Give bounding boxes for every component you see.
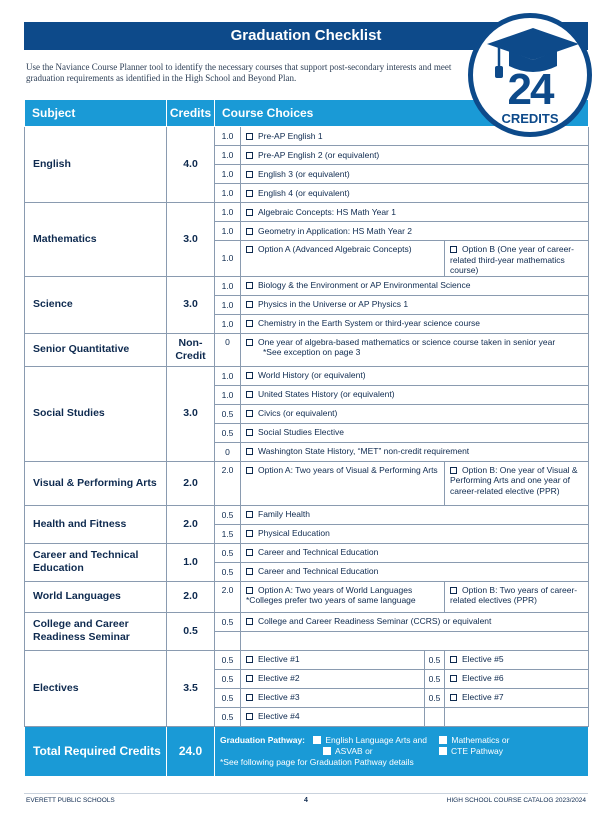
checkbox[interactable] bbox=[246, 171, 253, 178]
checkbox[interactable] bbox=[439, 747, 447, 755]
world-credits: 2.0 bbox=[167, 581, 215, 612]
social-subject: Social Studies bbox=[25, 366, 167, 461]
checkbox[interactable] bbox=[246, 448, 253, 455]
course-item[interactable] bbox=[241, 146, 589, 165]
course-label: Career and Technical Education bbox=[258, 547, 379, 558]
course-credit: 1.0 bbox=[215, 385, 241, 404]
course-label: Pre-AP English 2 (or equivalent) bbox=[258, 149, 380, 160]
social-credits: 3.0 bbox=[167, 366, 215, 461]
course-label: Elective #2 bbox=[258, 673, 300, 684]
credits-header: Credits bbox=[167, 100, 215, 127]
checkbox[interactable] bbox=[246, 391, 253, 398]
course-label: Pre-AP English 1 bbox=[258, 130, 323, 141]
option-b-label: Option B: Two years of career-related electives (PPR) bbox=[450, 584, 578, 605]
course-credit: 0.5 bbox=[215, 505, 241, 524]
science-subject: Science bbox=[25, 276, 167, 333]
checkbox[interactable] bbox=[246, 618, 253, 625]
checkbox[interactable] bbox=[246, 713, 253, 720]
course-item[interactable] bbox=[241, 314, 589, 333]
checkbox[interactable] bbox=[246, 372, 253, 379]
electives-subject: Electives bbox=[25, 650, 167, 726]
course-label: Career and Technical Education bbox=[258, 566, 379, 577]
course-item[interactable] bbox=[241, 650, 425, 669]
option-b-label: Option B: One year of Visual & Performing Arts and one year of career-related elective (PPR) bbox=[450, 464, 578, 496]
pathway-option-label: Mathematics or bbox=[451, 734, 510, 745]
ccrs-credits: 0.5 bbox=[167, 612, 215, 650]
course-item[interactable] bbox=[241, 404, 589, 423]
course-item[interactable] bbox=[241, 165, 589, 184]
option-a-label: Option A (Advanced Algebraic Concepts) bbox=[258, 244, 412, 254]
pathway-option-label: CTE Pathway bbox=[451, 745, 503, 756]
science-credits: 3.0 bbox=[167, 276, 215, 333]
course-item[interactable] bbox=[241, 203, 589, 222]
checkbox[interactable] bbox=[450, 246, 457, 253]
badge-number: 24 bbox=[507, 65, 553, 114]
course-label: English 3 (or equivalent) bbox=[258, 168, 350, 179]
total-label: Total Required Credits bbox=[25, 726, 167, 776]
course-label: Elective #5 bbox=[462, 654, 504, 665]
pathway-option-label: ASVAB or bbox=[335, 745, 373, 756]
total-credits: 24.0 bbox=[167, 726, 215, 776]
course-label: Elective #6 bbox=[462, 673, 504, 684]
checkbox[interactable] bbox=[246, 587, 253, 594]
pathway-option[interactable] bbox=[323, 746, 373, 756]
health-row-1 bbox=[25, 505, 589, 524]
pathway-option-label: English Language Arts and bbox=[325, 734, 427, 745]
badge-label: CREDITS bbox=[501, 111, 559, 126]
course-label: Civics (or equivalent) bbox=[258, 408, 338, 419]
course-label: Elective #1 bbox=[258, 654, 300, 665]
course-item[interactable] bbox=[241, 276, 589, 295]
option-a[interactable] bbox=[241, 461, 445, 505]
course-item[interactable] bbox=[241, 505, 589, 524]
checkbox[interactable] bbox=[246, 656, 253, 663]
electives-credits: 3.5 bbox=[167, 650, 215, 726]
option-a-note: *Colleges prefer two years of same language bbox=[246, 595, 416, 605]
course-credit: 0.5 bbox=[215, 543, 241, 562]
course-item[interactable] bbox=[241, 222, 589, 241]
course-item[interactable] bbox=[241, 333, 589, 366]
course-credit: 0 bbox=[215, 442, 241, 461]
checkbox[interactable] bbox=[450, 694, 457, 701]
course-label: Physical Education bbox=[258, 528, 330, 539]
course-credit: 2.0 bbox=[215, 461, 241, 505]
empty-credit bbox=[215, 631, 241, 650]
world-subject: World Languages bbox=[25, 581, 167, 612]
checkbox[interactable] bbox=[450, 656, 457, 663]
option-a[interactable] bbox=[241, 241, 445, 277]
course-item[interactable] bbox=[445, 688, 589, 707]
credits-badge bbox=[468, 13, 592, 137]
course-credit: 1.0 bbox=[215, 146, 241, 165]
course-label: College and Career Readiness Seminar (CCRS) or equivalent bbox=[258, 616, 492, 627]
checkbox[interactable] bbox=[246, 694, 253, 701]
english-subject: English bbox=[25, 127, 167, 203]
option-a-label: Option A: Two years of World Languages bbox=[258, 584, 413, 595]
senior-row bbox=[25, 333, 589, 366]
course-item[interactable] bbox=[241, 543, 589, 562]
checkbox[interactable] bbox=[246, 282, 253, 289]
course-item[interactable] bbox=[241, 442, 589, 461]
course-label: World History (or equivalent) bbox=[258, 370, 366, 381]
checkbox[interactable] bbox=[439, 736, 447, 744]
ccrs-row-1 bbox=[25, 612, 589, 631]
checkbox[interactable] bbox=[246, 133, 253, 140]
checkbox[interactable] bbox=[246, 152, 253, 159]
checkbox[interactable] bbox=[246, 530, 253, 537]
course-label: Family Health bbox=[258, 509, 310, 520]
checkbox[interactable] bbox=[246, 209, 253, 216]
checkbox[interactable] bbox=[246, 301, 253, 308]
checkbox[interactable] bbox=[246, 429, 253, 436]
checkbox[interactable] bbox=[246, 549, 253, 556]
option-b[interactable] bbox=[445, 461, 589, 505]
intro-text: Use the Naviance Course Planner tool to identify the necessary courses that support post-secondary interests and meet graduation requirements as identified in the High School and Beyond Plan. bbox=[26, 62, 452, 83]
pathway-note: *See following page for Graduation Pathway details bbox=[220, 756, 414, 767]
option-a[interactable] bbox=[241, 581, 445, 612]
page-footer bbox=[24, 793, 588, 805]
health-subject: Health and Fitness bbox=[25, 505, 167, 543]
course-credit: 0.5 bbox=[215, 562, 241, 581]
page-title: Graduation Checklist bbox=[24, 22, 588, 50]
arts-credits: 2.0 bbox=[167, 461, 215, 505]
math-row-1 bbox=[25, 203, 589, 222]
footer-right: HIGH SCHOOL COURSE CATALOG 2023/2024 bbox=[446, 797, 586, 804]
course-label: Washington State History, “MET” non-credit requirement bbox=[258, 446, 470, 457]
course-item[interactable] bbox=[241, 688, 425, 707]
checkbox[interactable] bbox=[450, 467, 457, 474]
checkbox[interactable] bbox=[246, 467, 253, 474]
checkbox[interactable] bbox=[246, 228, 253, 235]
course-credit: 1.0 bbox=[215, 314, 241, 333]
course-credit: 0.5 bbox=[425, 669, 445, 688]
course-credit: 1.0 bbox=[215, 222, 241, 241]
total-row bbox=[25, 726, 589, 776]
course-credit: 0.5 bbox=[425, 688, 445, 707]
empty-choice bbox=[241, 631, 589, 650]
course-item[interactable] bbox=[241, 385, 589, 404]
cte-row-1 bbox=[25, 543, 589, 562]
course-credit: 2.0 bbox=[215, 581, 241, 612]
course-item[interactable] bbox=[445, 650, 589, 669]
ccrs-subject: College and Career Readiness Seminar bbox=[25, 612, 167, 650]
pathway-option[interactable] bbox=[439, 746, 503, 756]
course-label: Elective #3 bbox=[258, 692, 300, 703]
choices-header: Course Choices bbox=[215, 100, 589, 127]
checkbox[interactable] bbox=[246, 320, 253, 327]
course-credit: 1.0 bbox=[215, 366, 241, 385]
graduation-pathway bbox=[215, 726, 589, 776]
course-label: One year of algebra-based mathematics or science course taken in senior year bbox=[258, 336, 556, 347]
pathway-option[interactable] bbox=[313, 735, 427, 745]
arts-subject: Visual & Performing Arts bbox=[25, 461, 167, 505]
course-label: United States History (or equivalent) bbox=[258, 389, 395, 400]
course-item[interactable] bbox=[445, 669, 589, 688]
course-item[interactable] bbox=[241, 366, 589, 385]
course-label: English 4 (or equivalent) bbox=[258, 187, 350, 198]
option-b[interactable] bbox=[445, 241, 589, 277]
english-credits: 4.0 bbox=[167, 127, 215, 203]
course-credit: 1.0 bbox=[215, 241, 241, 277]
course-credit: 1.5 bbox=[215, 524, 241, 543]
course-credit: 0 bbox=[215, 333, 241, 366]
course-label: Geometry in Application: HS Math Year 2 bbox=[258, 225, 413, 236]
page-number: 4 bbox=[304, 797, 308, 804]
checkbox[interactable] bbox=[246, 339, 253, 346]
course-label: Elective #4 bbox=[258, 711, 300, 722]
checkbox[interactable] bbox=[450, 587, 457, 594]
senior-credits: Non-Credit bbox=[167, 333, 215, 366]
pathway-option[interactable] bbox=[439, 735, 509, 745]
checkbox[interactable] bbox=[450, 675, 457, 682]
course-credit: 0.5 bbox=[215, 404, 241, 423]
checkbox[interactable] bbox=[246, 410, 253, 417]
world-row bbox=[25, 581, 589, 612]
checkbox[interactable] bbox=[323, 747, 331, 755]
course-label: Physics in the Universe or AP Physics 1 bbox=[258, 299, 409, 310]
checkbox[interactable] bbox=[246, 246, 253, 253]
math-subject: Mathematics bbox=[25, 203, 167, 277]
checkbox[interactable] bbox=[313, 736, 321, 744]
course-item[interactable] bbox=[241, 295, 589, 314]
course-credit: 0.5 bbox=[215, 612, 241, 631]
math-credits: 3.0 bbox=[167, 203, 215, 277]
course-credit: 0.5 bbox=[215, 423, 241, 442]
course-item[interactable] bbox=[241, 707, 425, 726]
health-credits: 2.0 bbox=[167, 505, 215, 543]
empty-credit bbox=[425, 707, 445, 726]
course-label: Algebraic Concepts: HS Math Year 1 bbox=[258, 206, 396, 217]
cte-credits: 1.0 bbox=[167, 543, 215, 581]
option-a-label: Option A: Two years of Visual & Performing Arts bbox=[258, 464, 438, 475]
checklist-table bbox=[24, 99, 589, 777]
course-credit: 0.5 bbox=[215, 669, 241, 688]
course-credit: 1.0 bbox=[215, 184, 241, 203]
course-credit: 0.5 bbox=[215, 688, 241, 707]
course-credit: 1.0 bbox=[215, 295, 241, 314]
course-label: Elective #7 bbox=[462, 692, 504, 703]
arts-row bbox=[25, 461, 589, 505]
course-credit: 1.0 bbox=[215, 203, 241, 222]
course-credit: 1.0 bbox=[215, 276, 241, 295]
course-label: Biology & the Environment or AP Environmental Science bbox=[258, 280, 471, 291]
checkbox[interactable] bbox=[246, 511, 253, 518]
course-label: Social Studies Elective bbox=[258, 427, 344, 438]
course-credit: 0.5 bbox=[425, 650, 445, 669]
course-label: Chemistry in the Earth System or third-year science course bbox=[258, 318, 481, 329]
science-row-1 bbox=[25, 276, 589, 295]
footer-left: EVERETT PUBLIC SCHOOLS bbox=[26, 797, 115, 804]
course-item[interactable] bbox=[241, 184, 589, 203]
course-item[interactable] bbox=[241, 423, 589, 442]
option-b-label: Option B (One year of career-related third-year mathematics course) bbox=[450, 244, 574, 275]
electives-row-1 bbox=[25, 650, 589, 669]
course-item[interactable] bbox=[241, 612, 589, 631]
senior-subject: Senior Quantitative bbox=[25, 333, 167, 366]
cte-subject: Career and Technical Education bbox=[25, 543, 167, 581]
course-credit: 0.5 bbox=[215, 707, 241, 726]
checkbox[interactable] bbox=[246, 568, 253, 575]
empty-choice bbox=[445, 707, 589, 726]
social-row-1 bbox=[25, 366, 589, 385]
option-b[interactable] bbox=[445, 581, 589, 612]
course-credit: 1.0 bbox=[215, 165, 241, 184]
pathway-label: Graduation Pathway: bbox=[220, 734, 306, 745]
course-item[interactable] bbox=[241, 562, 589, 581]
course-credit: 0.5 bbox=[215, 650, 241, 669]
checkbox[interactable] bbox=[246, 675, 253, 682]
course-credit: 1.0 bbox=[215, 127, 241, 146]
course-item[interactable] bbox=[241, 524, 589, 543]
checkbox[interactable] bbox=[246, 190, 253, 197]
course-item[interactable] bbox=[241, 669, 425, 688]
course-note: *See exception on page 3 bbox=[263, 347, 361, 357]
subject-header: Subject bbox=[25, 100, 167, 127]
